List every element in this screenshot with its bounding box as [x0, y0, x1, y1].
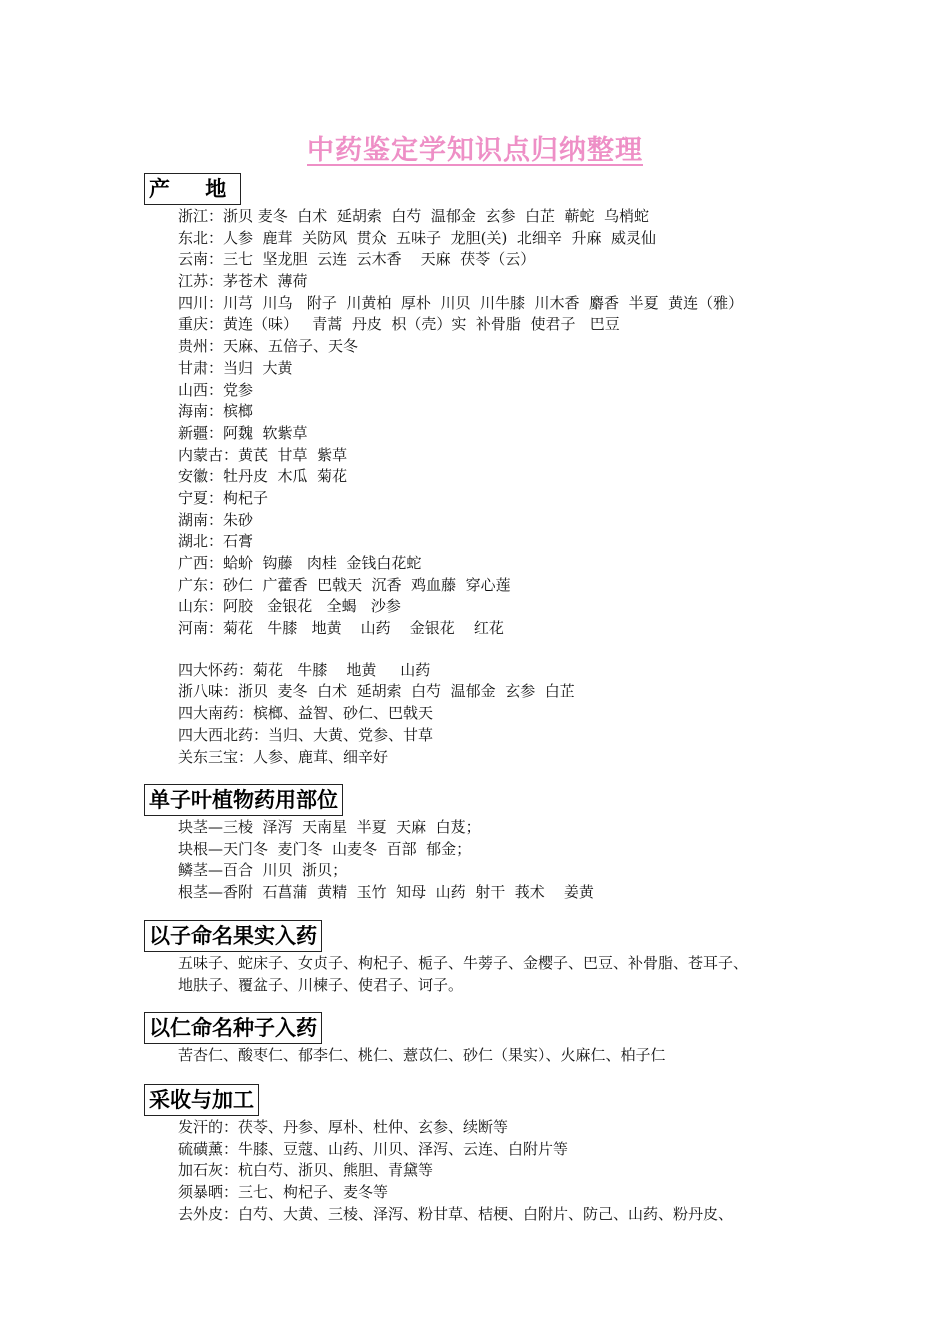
section-fruit-names: [144, 920, 748, 996]
section-heading: 单子叶植物药用部位: [144, 784, 343, 816]
list-item: 去外皮：白芍、大黄、三棱、泽泻、粉甘草、桔梗、白附片、防己、山药、粉丹皮、: [178, 1204, 734, 1223]
section-seed-names: [144, 1012, 666, 1067]
list-item: 根茎—香附 石菖蒲 黄精 玉竹 知母 山药 射干 莪术 姜黄: [178, 883, 594, 902]
list-item: 江苏：茅苍术 薄荷: [178, 272, 308, 291]
list-item: 四大南药：槟榔、益智、砂仁、巴戟天: [178, 704, 434, 723]
section-origin: [144, 173, 743, 768]
list-item: 五味子、蛇床子、女贞子、枸杞子、栀子、牛蒡子、金樱子、巴豆、补骨脂、苍耳子、: [178, 954, 749, 972]
list-item: 重庆：黄连（味） 青蒿 丹皮 枳（壳）实 补骨脂 使君子 巴豆: [178, 315, 620, 334]
list-item: 安徽：牡丹皮 木瓜 菊花: [178, 467, 348, 486]
list-item: 四大西北药：当归、大黄、党参、甘草: [178, 725, 434, 744]
list-item: 块根—天门冬 麦门冬 山麦冬 百部 郁金；: [178, 839, 472, 858]
list-item: 山西：党参: [178, 380, 254, 399]
list-item: 山东：阿胶 金银花 全蝎 沙参: [178, 597, 401, 616]
list-item: 湖南：朱砂: [178, 510, 254, 529]
seed-list: [178, 1045, 666, 1067]
list-item: 浙江：浙贝 麦冬 白术 延胡索 白芍 温郁金 玄参 白芷 蕲蛇 乌梢蛇: [178, 207, 650, 225]
fruit-list: [178, 953, 748, 996]
list-item: 宁夏：枸杞子: [178, 488, 269, 507]
list-item: 湖北：石膏: [178, 532, 254, 551]
list-item: 甘肃：当归 大黄: [178, 358, 293, 377]
page-title: 中药鉴定学知识点归纳整理: [307, 135, 643, 166]
list-item: 块茎—三棱 泽泻 天南星 半夏 天麻 白芨；: [178, 818, 481, 836]
list-item: 加石灰：杭白芍、浙贝、熊胆、青黛等: [178, 1161, 434, 1180]
list-item: 浙八味：浙贝 麦冬 白术 延胡索 白芍 温郁金 玄参 白芷: [178, 682, 575, 701]
list-item: 新疆：阿魏 软紫草: [178, 423, 308, 442]
list-item: 四川：川芎 川乌 附子 川黄柏 厚朴 川贝 川牛膝 川木香 麝香 半夏 黄连（雅）: [178, 293, 744, 312]
list-item: 东北：人参 鹿茸 关防风 贯众 五味子 龙胆(关) 北细辛 升麻 威灵仙: [178, 228, 656, 247]
section-monocot-parts: [144, 784, 594, 904]
list-item: 关东三宝：人参、鹿茸、细辛好: [178, 747, 389, 766]
list-item: 苦杏仁、酸枣仁、郁李仁、桃仁、薏苡仁、砂仁（果实）、火麻仁、柏子仁: [178, 1046, 666, 1064]
list-item: 河南：菊花 牛膝 地黄 山药 金银花 红花: [178, 619, 504, 638]
list-item: 须暴晒：三七、枸杞子、麦冬等: [178, 1183, 389, 1202]
list-item: 鳞茎—百合 川贝 浙贝；: [178, 861, 348, 880]
list-item: 广西：蛤蚧 钩藤 肉桂 金钱白花蛇: [178, 554, 422, 572]
list-item: 地肤子、覆盆子、川楝子、使君子、诃子。: [178, 975, 464, 994]
monocot-list: [178, 817, 594, 904]
list-item: 云南：三七 坚龙胆 云连 云木香 天麻 茯苓（云）: [178, 250, 536, 269]
list-item: 发汗的：茯苓、丹参、厚朴、杜仲、玄参、续断等: [178, 1118, 509, 1136]
list-item: 贵州：天麻、五倍子、天冬: [178, 337, 359, 356]
list-item: 硫磺薰：牛膝、豆蔻、山药、川贝、泽泻、云连、白附片等: [178, 1139, 569, 1158]
origin-list: [178, 206, 743, 768]
spacer: [178, 640, 743, 660]
section-heading: 采收与加工: [144, 1084, 259, 1116]
list-item: 海南：槟榔: [178, 402, 254, 421]
section-harvest-processing: [144, 1084, 733, 1225]
harvest-list: [178, 1117, 733, 1225]
section-heading: 以仁命名种子入药: [144, 1012, 322, 1044]
section-heading: 以子命名果实入药: [144, 920, 322, 952]
section-heading: 产 地: [144, 173, 241, 205]
list-item: 广东：砂仁 广藿香 巴戟天 沉香 鸡血藤 穿心莲: [178, 575, 511, 594]
list-item: 四大怀药：菊花 牛膝 地黄 山药: [178, 660, 431, 679]
list-item: 内蒙古：黄芪 甘草 紫草: [178, 445, 348, 464]
